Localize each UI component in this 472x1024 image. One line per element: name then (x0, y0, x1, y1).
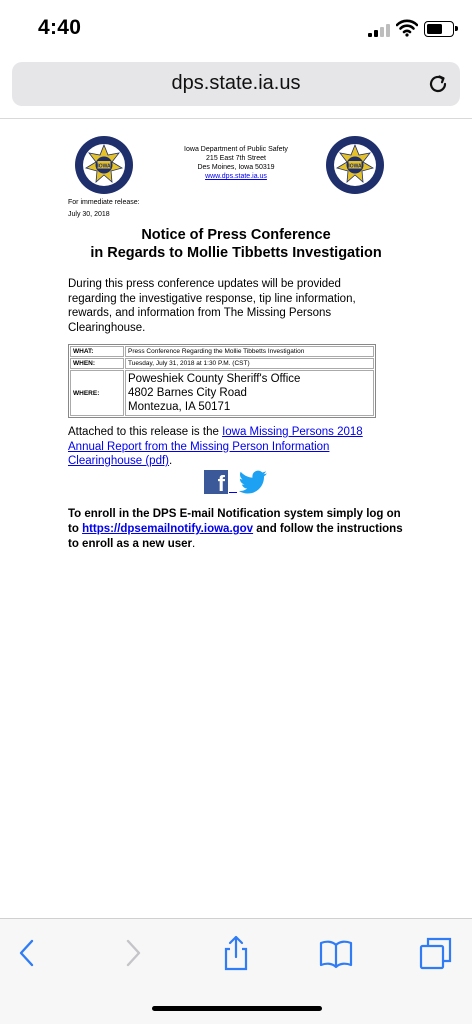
enroll-end: . (191, 538, 196, 550)
agency-block (150, 145, 322, 181)
table-row (70, 346, 374, 357)
page-title (60, 226, 412, 262)
enroll-paragraph (68, 507, 408, 552)
title-line1: Notice of Press Conference (141, 227, 331, 243)
wifi-icon (396, 19, 418, 37)
twitter-icon[interactable] (238, 470, 268, 496)
where-line1: Poweshiek County Sheriff's Office (128, 373, 301, 385)
agency-address-line2: Des Moines, Iowa 50319 (197, 164, 275, 171)
tabs-icon[interactable] (418, 935, 454, 971)
cellular-signal-icon (368, 24, 390, 37)
email-notify-link[interactable]: https://dpsemailnotify.iowa.gov (82, 523, 254, 535)
status-time: 4:40 (38, 16, 82, 39)
when-value: Tuesday, July 31, 2018 at 1:30 P.M. (CST) (125, 358, 374, 369)
enroll-prefix: To enroll in the DPS E-mail Notification system simply log on to (68, 508, 401, 535)
attached-paragraph (68, 425, 388, 469)
annual-report-link[interactable]: Iowa Missing Persons 2018 Annual Report from the Missing Person Information Clearinghouse (pdf) (68, 426, 363, 467)
release-label: For immediate release: (68, 199, 140, 206)
attached-prefix: Attached to this release is the (68, 426, 223, 438)
battery-icon (424, 21, 454, 37)
attached-suffix: . (169, 455, 173, 467)
where-label: WHERE: (70, 370, 124, 416)
what-value: Press Conference Regarding the Mollie Tibbetts Investigation (125, 346, 374, 357)
intro-paragraph: During this press conference updates will be provided regarding the investigative response, tip line information, rewards, and information from The Missing Persons Clearinghouse. (68, 278, 356, 334)
link-underline (229, 492, 237, 493)
details-table (68, 344, 376, 418)
what-label: WHAT: (70, 346, 124, 357)
table-row (70, 370, 374, 416)
agency-address-line1: 215 East 7th Street (206, 155, 266, 162)
when-label: WHEN: (70, 358, 124, 369)
dps-seal-logo (74, 135, 134, 195)
where-line2: 4802 Barnes City Road (128, 387, 247, 399)
where-line3: Montezua, IA 50171 (128, 401, 231, 413)
reload-icon[interactable] (426, 72, 450, 96)
address-bar[interactable] (12, 62, 460, 106)
svg-text:IOWA: IOWA (97, 163, 111, 170)
table-row (70, 358, 374, 369)
bookmarks-icon[interactable] (318, 935, 354, 971)
status-bar (0, 0, 472, 58)
url-text[interactable]: dps.state.ia.us (171, 72, 301, 94)
forward-icon[interactable] (114, 935, 150, 971)
share-icon[interactable] (218, 935, 254, 971)
agency-website-link[interactable]: www.dps.state.ia.us (205, 173, 267, 180)
dps-seal-logo (325, 135, 385, 195)
svg-text:IOWA: IOWA (348, 163, 362, 170)
facebook-icon[interactable]: f (204, 470, 228, 494)
back-icon[interactable] (10, 935, 46, 971)
enroll-suffix: and follow the instructions to enroll as a new user (68, 523, 403, 550)
web-page (0, 118, 472, 918)
home-indicator[interactable] (152, 1006, 322, 1011)
title-line2: in Regards to Mollie Tibbetts Investigation (90, 245, 382, 261)
release-date: July 30, 2018 (68, 211, 110, 218)
where-value (125, 370, 374, 416)
agency-name: Iowa Department of Public Safety (184, 146, 288, 153)
